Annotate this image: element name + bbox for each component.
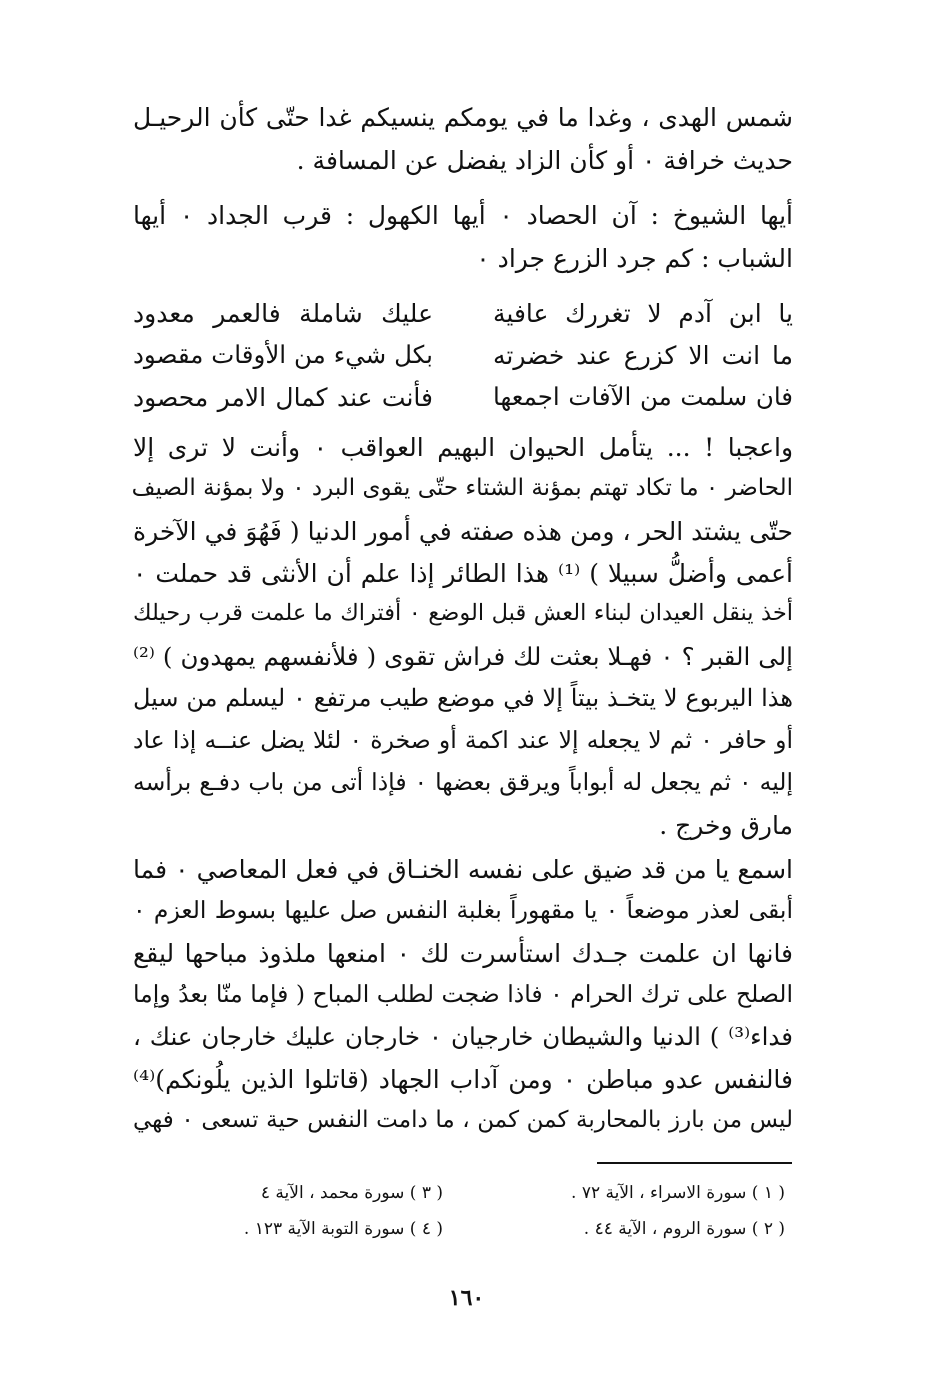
text-line: فانها ان علمت جـدك استأسرت لك ٠ امنعها ملذوذ مباحها ليقع <box>133 939 794 968</box>
text-line: أخذ ينقل العيدان لبناء العش قبل الوضع ٠ أفتراك ما علمت قرب رحيلك <box>133 600 793 626</box>
verse-second-hemistich: عليك شاملة فالعمر معدود <box>133 299 433 328</box>
verse-second-hemistich: بكل شيء من الأوقات مقصود <box>133 340 433 369</box>
text-line: الصلح على ترك الحرام ٠ فاذا ضجت لطلب المباح ( فإما منّا بعدُ وإما <box>133 980 793 1008</box>
text-line: حديث خرافة ٠ أو كأن الزاد يفضل عن المسافة . <box>296 146 793 175</box>
poem-verse <box>133 338 793 380</box>
text-line: شمس الهدى ، وغدا ما في يومكم ينسيكم غدا حتّى كأن الرحيـل <box>133 103 793 132</box>
poem-verse <box>133 380 793 422</box>
footnote: ( ٤ ) سورة التوبة الآية ١٢٣ . <box>243 1219 443 1239</box>
text-line: إليه ٠ ثم يجعل له أبواباً ويرقق بعضها ٠ فإذا أتى من باب دفـع برأسه <box>133 768 793 796</box>
text-line: ليس من بارز بالمحاربة كمن كمن ، ما دامت النفس حية تسعى ٠ فهي <box>133 1107 794 1133</box>
text-line: هذا اليربوع لا يتخـذ بيتاً إلا في موضع طيب مرتفع ٠ ليسلم من سيل <box>133 684 793 712</box>
text-line: اسمع يا من قد ضيق على نفسه الخنـاق في فعل المعاصي ٠ فما <box>133 855 793 884</box>
verse-second-hemistich: فأنت عند كمال الامر محصود <box>133 383 433 412</box>
text-line: حتّى يشتد الحر ، ومن هذه صفته في أمور الدنيا ( فَهُوَ في الآخرة <box>133 517 793 546</box>
text-line: فداء⁽³⁾ ) الدنيا والشيطان خارجيان ٠ خارجان عليك خارجان عنك ، <box>133 1022 793 1051</box>
page-number: ١٦٠ <box>448 1285 485 1311</box>
text-line: فالنفس عدو مباطن ٠ ومن آداب الجهاد (قاتلوا الذين يلُونكم)⁽⁴⁾ <box>133 1065 794 1094</box>
verse-first-hemistich: فان سلمت من الآفات اجمعها <box>493 382 793 411</box>
footnote-separator <box>597 1162 792 1164</box>
poem-verse <box>133 296 793 338</box>
verse-first-hemistich: يا ابن آدم لا تغررك عافية <box>493 299 793 328</box>
text-line: أيها الشيوخ : آن الحصاد ٠ أيها الكهول : قرب الجداد ٠ أيها <box>133 201 793 230</box>
text-line: أو حافر ٠ ثم لا يجعله إلا عند اكمة أو صخرة ٠ لئلا يضل عنــه إذا عاد <box>133 726 793 754</box>
footnote: ( ٣ ) سورة محمد ، الآية ٤ <box>260 1183 443 1203</box>
text-line: أبقى لعذر موضعاً ٠ يا مقهوراً بغلبة النفس صل عليها بسوط العزم ٠ <box>133 896 793 924</box>
footnote: ( ٢ ) سورة الروم ، الآية ٤٤ . <box>583 1219 785 1239</box>
text-line: مارق وخرج . <box>659 811 793 840</box>
text-line: أعمى وأضلُّ سبيلا ) ⁽¹⁾ هذا الطائر إذا علم أن الأنثى قد حملت ٠ <box>133 559 793 588</box>
text-line: الحاضر ٠ ما تكاد تهتم بمؤنة الشتاء حتّى يقوى البرد ٠ ولا بمؤنة الصيف <box>131 475 793 501</box>
text-line: الشباب : كم جرد الزرع جراد ٠ <box>476 244 793 273</box>
verse-first-hemistich: ما انت الا كزرع عند خضرته <box>493 341 793 370</box>
text-line: إلى القبر ؟ ٠ فهـلا بعثت لك فراش تقوى ( فلأنفسهم يمهدون ) ⁽²⁾ <box>133 642 793 671</box>
footnote: ( ١ ) سورة الاسراء ، الآية ٧٢ . <box>571 1183 785 1203</box>
text-line: واعجبا ! ... يتأمل الحيوان البهيم العواقب ٠ وأنت لا ترى إلا <box>133 433 794 462</box>
